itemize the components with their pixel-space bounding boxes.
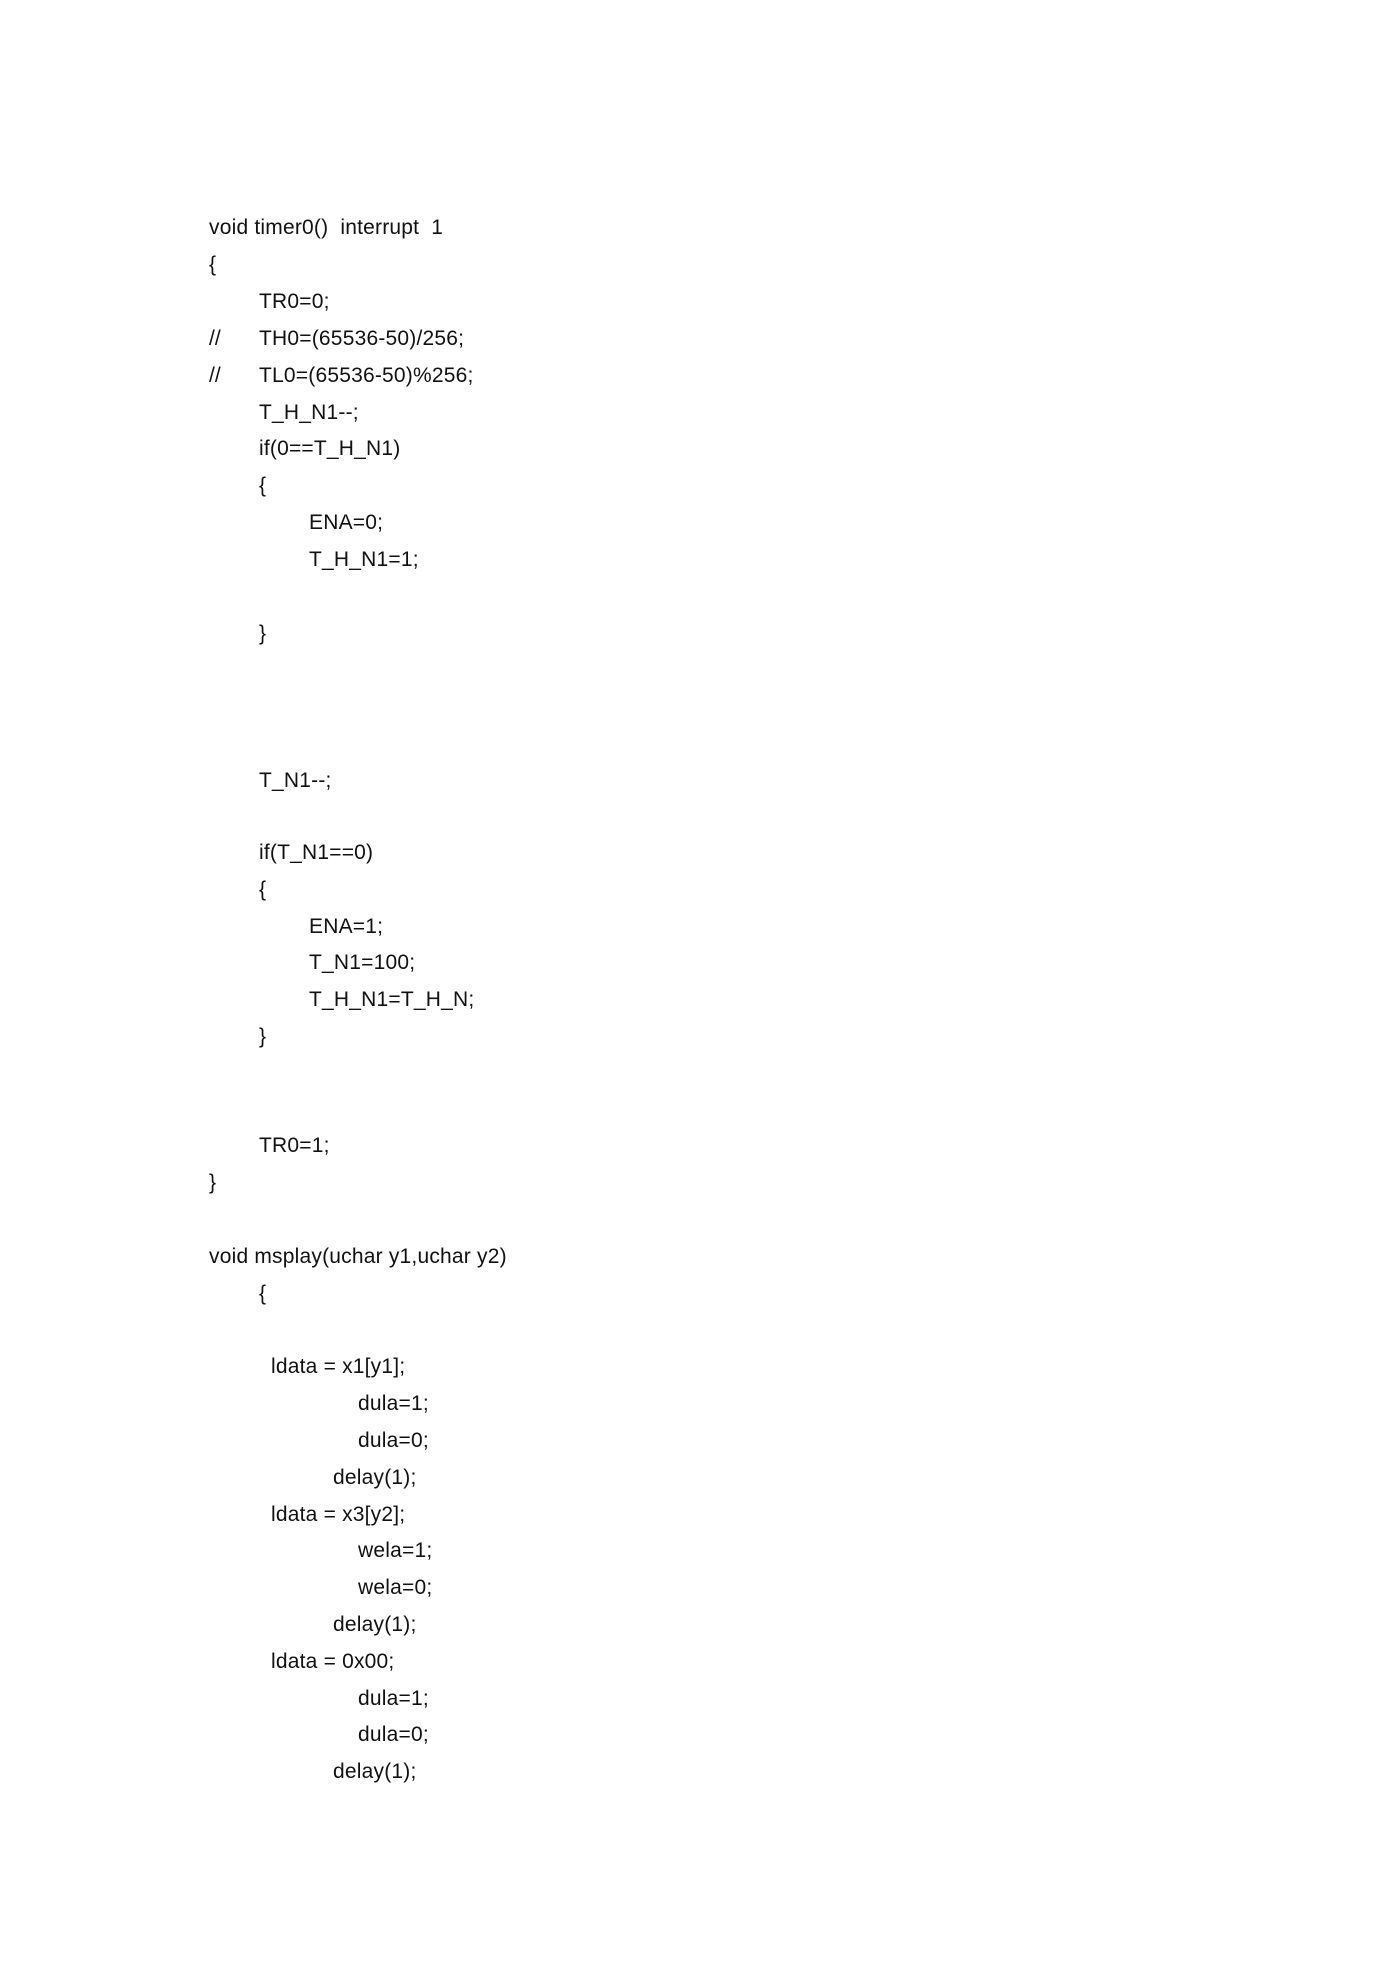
- code-line: TL0=(65536-50)%256;: [259, 364, 474, 387]
- code-line: ENA=1;: [309, 915, 384, 938]
- code-line: if(0==T_H_N1): [259, 437, 401, 460]
- code-line: T_H_N1--;: [259, 401, 359, 424]
- code-line: delay(1);: [333, 1613, 417, 1636]
- code-line: {: [209, 253, 217, 276]
- code-line: void msplay(uchar y1,uchar y2): [209, 1245, 507, 1268]
- code-line: delay(1);: [333, 1466, 417, 1489]
- code-line: dula=1;: [358, 1392, 429, 1415]
- code-line: TR0=1;: [259, 1134, 330, 1157]
- code-line: T_H_N1=1;: [309, 548, 419, 571]
- code-line: wela=0;: [358, 1576, 433, 1599]
- code-line: T_N1--;: [259, 769, 332, 792]
- code-line: {: [259, 474, 267, 497]
- code-line: T_N1=100;: [309, 951, 416, 974]
- code-line: delay(1);: [333, 1760, 417, 1783]
- code-line: dula=0;: [358, 1429, 429, 1452]
- code-line: T_H_N1=T_H_N;: [309, 988, 475, 1011]
- code-line: }: [259, 622, 267, 645]
- code-line: ldata = 0x00;: [271, 1650, 395, 1673]
- code-line: ldata = x3[y2];: [271, 1503, 406, 1526]
- code-line: }: [209, 1171, 217, 1194]
- comment-marker: //: [209, 364, 221, 387]
- code-line: void timer0() interrupt 1: [209, 216, 444, 239]
- code-line: dula=0;: [358, 1723, 429, 1746]
- code-line: TH0=(65536-50)/256;: [259, 327, 465, 350]
- code-line: wela=1;: [358, 1539, 433, 1562]
- code-line: TR0=0;: [259, 290, 330, 313]
- code-line: {: [259, 1282, 267, 1305]
- code-line: ENA=0;: [309, 511, 384, 534]
- comment-marker: //: [209, 327, 221, 350]
- code-line: ldata = x1[y1];: [271, 1355, 406, 1378]
- code-line: }: [259, 1025, 267, 1048]
- code-line: dula=1;: [358, 1687, 429, 1710]
- code-line: if(T_N1==0): [259, 841, 374, 864]
- code-line: {: [259, 878, 267, 901]
